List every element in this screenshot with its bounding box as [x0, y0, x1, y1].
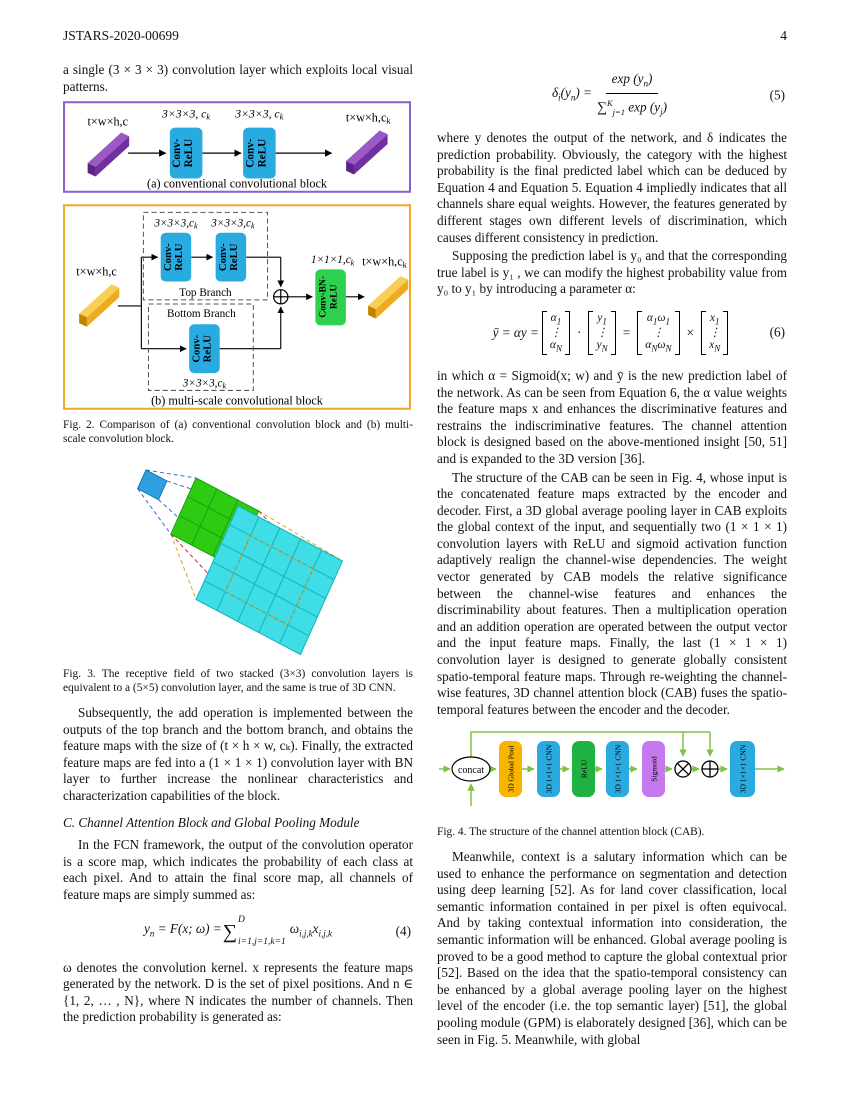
page-number: 4 [780, 28, 787, 43]
right-column [437, 62, 787, 1050]
conv-relu-label: ReLU [201, 334, 214, 363]
equation-6: ȳ = αy = $\alpha_1$ ⋮ $\alpha_N$ · $y_1$ ⋮ $y_N$ = $\alpha_1\omega_1$ ⋮ $\alpha_N\omega_N$ × $x_1$ ⋮ $x_N$ (6) [492, 311, 785, 354]
figure-4-caption: Fig. 4. The structure of the channel attention block (CAB). [437, 826, 705, 838]
equation-number: (6) [769, 324, 785, 340]
paragraph: where y denotes the output of the network, and δ indicates the prediction probability. Obviously, the category with the highest probability is the final predicted label which can be deduced by Equation 4 and Equation 5. Equation 4 impliedly indicates that all channels share equal weights. However, the features generated by different stages own different levels of discrimination, which causes different consistency in prediction. [437, 130, 787, 245]
conv-relu-label: ReLU [183, 138, 196, 168]
add-operator-icon [702, 761, 718, 777]
fig2a-kernel-label: 3×3×3, ck [162, 107, 211, 122]
fig2a-input-tensor [88, 133, 130, 177]
section-heading-c: C. Channel Attention Block and Global Pooling Module [63, 814, 360, 830]
fig2a-subcaption: (a) conventional convolutional block [147, 176, 327, 191]
fig2b-kernel-label: 3×3×3,ck [154, 217, 198, 231]
conv-bn-relu-label: Conv-BN- [317, 275, 329, 318]
fig2b-input-label: t×w×h,c [76, 264, 117, 279]
matrix-y: $y_1$ ⋮ $y_N$ [588, 311, 616, 356]
cnn-label: 3D 1×1×1 CNN [544, 745, 554, 794]
figure-3 [63, 456, 413, 663]
conv-relu-label: Conv- [190, 334, 203, 363]
equation-4: $y_n = F(x$; ω) = ∑ D i=1,j=1,k=1 $\omega_{i,j,k}x_{i,j,k}$ (4) [144, 914, 411, 947]
fig4-diagram [437, 724, 787, 816]
fig2a-output-tensor [346, 131, 388, 175]
concat-label: concat [457, 765, 485, 777]
conv-relu-label: ReLU [256, 138, 269, 168]
figure-2-caption: Fig. 2. Comparison of (a) conventional convolution block and (b) multi-scale convolution block. [63, 419, 413, 446]
sigmoid-label: Sigmoid [649, 756, 659, 783]
fig2a-input-label: t×w×h,c [87, 114, 129, 129]
conv-relu-label: Conv- [244, 138, 257, 168]
top-branch-label: Top Branch [179, 286, 232, 299]
cnn-label: 3D 1×1×1 CNN [613, 745, 623, 794]
matrix-alpha-omega: $\alpha_1\omega_1$ ⋮ $\alpha_N\omega_N$ [637, 311, 679, 356]
summation-symbol: ∑ [222, 920, 238, 943]
figure-2b [63, 204, 413, 415]
left-column [63, 62, 413, 1028]
fig2b-diagram [63, 204, 411, 410]
fig2b-kernel-label: 3×3×3,ck [182, 377, 227, 391]
fig2b-input-tensor [79, 284, 119, 326]
figure-3-caption: Fig. 3. The receptive field of two stacked (3×3) convolution layers is equivalent to a (5×5) convolution layer, and the same is true of 3D CNN. [63, 667, 413, 694]
paragraph: The structure of the CAB can be seen in Fig. 4, whose input is the concatenated feature maps extracted by the encoder and decoder. First, a 3D global average pooling layer in CAB exploits the global context of the input, and sequentially two (1 × 1 × 1) convolution layers with ReLU and sigmoid activation function adaptively realign the channel-wise dependencies. The weight vector generated by CAB models the relative significance between the channel-wise features and enhances the discriminability about features. Then a multiplication operation and an addition operation are operated between the output vector and the input feature maps. Finally, the last (1 × 1 × 1) convolution layer is designed to generate globally consistent spatio-temporal feature maps. Through re-weighting the channel-wise features, 3D channel attention block (CAB) fuses the spatio-temporal features between the encoder and the decoder. [437, 469, 787, 717]
equation-5: $\delta_i(y_n)$ = $\frac{\exp (y_n)}{\sum^K_{j=1} \exp (y_j)}$ (5) [437, 70, 787, 122]
conv-bn-relu-label: ReLU [328, 284, 340, 309]
cnn-label: 3D 1×1×1 CNN [738, 745, 748, 794]
equation-number: (4) [395, 923, 411, 939]
manuscript-id: JSTARS-2020-00699 [63, 28, 179, 43]
page-header [63, 28, 787, 44]
paragraph: In the FCN framework, the output of the convolution operator is a score map, which indicates the probability of each class at each pixel. And to attain the final score map, all channels of feature maps are simply summed as: [63, 837, 413, 902]
figure-2a [63, 101, 413, 198]
conv-relu-label: ReLU [228, 243, 240, 271]
fig2b-kernel-label: 3×3×3,ck [211, 217, 255, 231]
fig2a-kernel-label: 3×3×3, ck [235, 107, 284, 122]
matrix-alpha: $\alpha_1$ ⋮ $\alpha_N$ [542, 311, 570, 356]
fig2b-subcaption: (b) multi-scale convolutional block [151, 393, 323, 408]
paragraph: Supposing the prediction label is y₀ and that the corresponding true label is y₁ , we can modify the highest probability value from y₀ to y₁ by introducing a parameter α: [437, 248, 787, 297]
fig2a-diagram [63, 101, 411, 193]
fig2b-kernel1-label: 1×1×1,ck [311, 254, 355, 268]
conv-relu-label: Conv- [161, 242, 174, 271]
paragraph: a single (3 × 3 × 3) convolution layer which exploits local visual patterns. [63, 62, 413, 94]
paragraph: ω denotes the convolution kernel. x represents the feature maps generated by the network. D is the set of pixel positions. And n ∈ {1, 2, … , N}, where N indicates the number of channels. Then the prediction probability is generated as: [63, 959, 413, 1025]
paragraph: Meanwhile, context is a salutary information which can be used to enhance the performance on segmentation and detection using deep learning [52]. As for land cover classification, local semantic information contained in per pixel is often equivocal. And by taking contextual information into consideration, the semantic information will be enhanced. Global average pooling is proved to be a good method to capture the global contextual prior [52]. Based on the idea that the spatio-temporal consistency can be enhanced by a global average pooling layer on the highest level of the encoder (i.e. the top semantic layer) [51], the global pooling module (GPM) is elaborately designed [36], which can be seen in Fig. 5. Meanwhile, with global [437, 849, 787, 1047]
add-operator-icon [274, 289, 288, 303]
fig2b-output-label: t×w×h,ck [362, 254, 407, 270]
fraction: $\frac{\exp (y_n)}{\sum^K_{j=1} \exp (y_j)}$ [596, 71, 668, 118]
figure-4 [437, 724, 787, 821]
relu-label: ReLU [579, 760, 589, 779]
conv-relu-label: ReLU [173, 243, 186, 271]
bottom-branch-label: Bottom Branch [167, 307, 236, 320]
paragraph: in which α = Sigmoid(x; w) and ȳ is the new prediction label of the network. As can be seen from Equation 6, the α value weights the feature maps x and enhances the discriminative features and restrains the indiscriminative features. The channel attention block is designed based on the above-mentioned insight [50, 51] and is expanded to the 3D version [36]. [437, 367, 787, 466]
conv-relu-label: Conv- [171, 138, 184, 168]
global-pool-label: 3D Global Pool [506, 745, 516, 793]
fig2a-output-label: t×w×h,ck [345, 110, 391, 126]
multiply-operator-icon [675, 761, 691, 777]
matrix-x: $x_1$ ⋮ $x_N$ [701, 311, 729, 356]
paragraph: Subsequently, the add operation is implemented between the outputs of the top branch and the bottom branch, and obtains the feature maps with the size of (t × h × w, cₖ). Finally, the extracted feature maps are fed into a (1 × 1 × 1) convolution layer with BN layer to further increase the nonlinear characteristics and characterization capabilities of the block. [63, 704, 413, 803]
conv-relu-label: Conv- [216, 242, 229, 271]
fig2b-output-tensor [368, 276, 408, 318]
equation-number: (5) [769, 87, 785, 103]
fig3-diagram [113, 456, 363, 658]
